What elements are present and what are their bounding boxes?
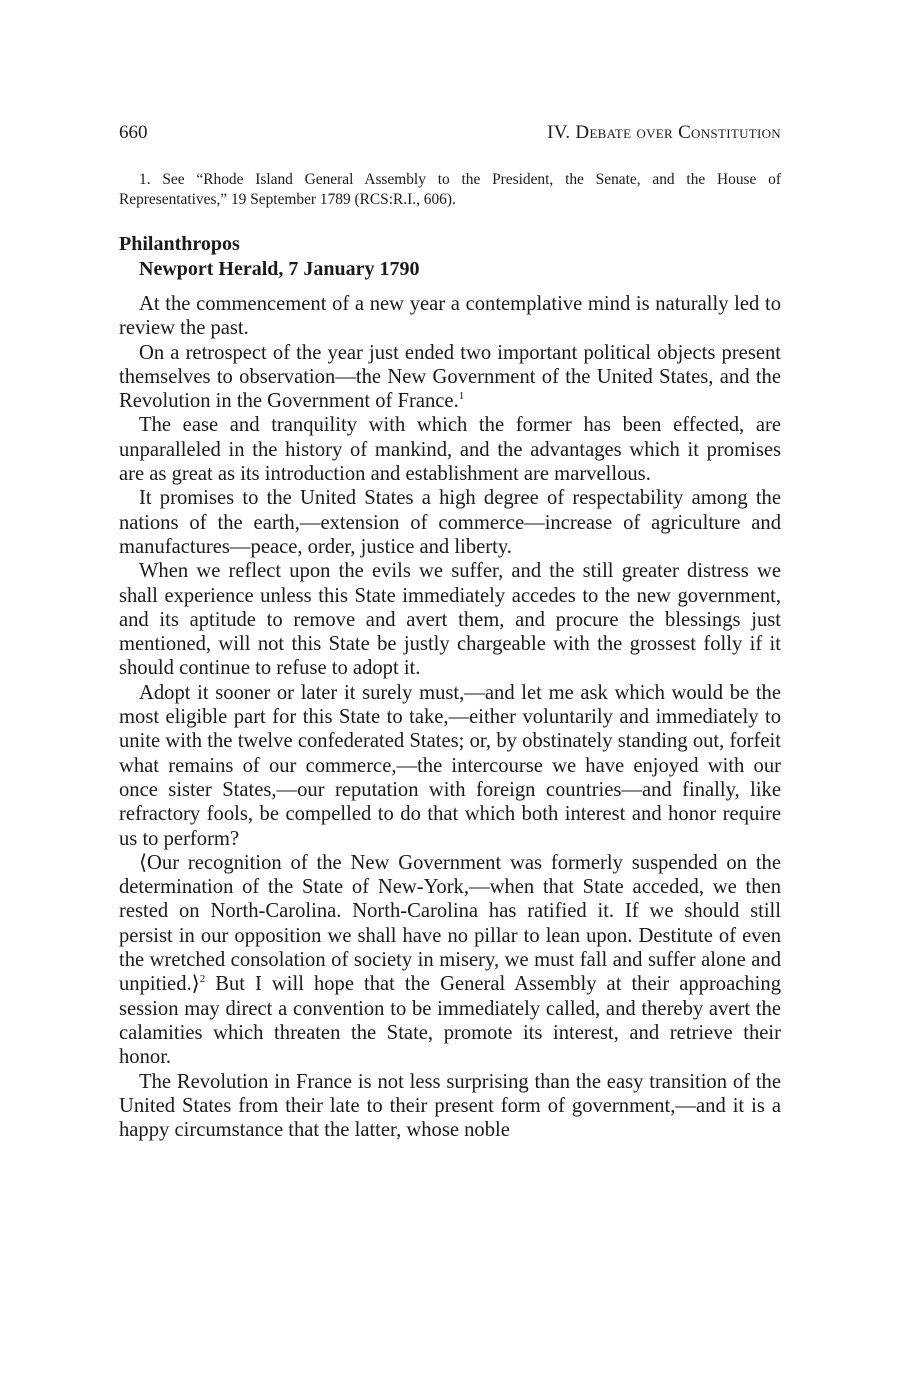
article-body [119, 292, 781, 1142]
article-heading [119, 232, 781, 282]
paragraph: On a retrospect of the year just ended two important political objects present themselves to observation—the New Government of the United States, and the Revolution in the Government of France.$^1$ [119, 341, 781, 413]
footnote-ref: 2 [199, 973, 206, 986]
running-header [119, 122, 781, 148]
article-source: Newport Herald, 7 January 1790 [139, 258, 420, 280]
paragraph: ⟨Our recognition of the New Government was formerly suspended on the determination of the State of New-York,—when that State acceded, we then rested on North-Carolina. North-Carolina has ratified it. If we should still persist in our opposition we shall have no pillar to lean upon. Destitute of even the wretched consolation of society in misery, we must fall and suffer alone and unpitied.⟩$^2$ But I will hope that the General Assembly at their approaching session may direct a convention to be immediately called, and thereby avert the calamities which threaten the State, promote its interest, and retrieve their honor. [119, 851, 781, 1069]
footnote: 1. See “Rhode Island General Assembly to the President, the Senate, and the House of Representatives,” 19 September 1789 (RCS:R.I., 606). [119, 171, 781, 208]
running-title: IV. Debate over Constitution [547, 122, 781, 143]
paragraph: It promises to the United States a high degree of respectability among the nations of the earth,—extension of commerce—increase of agriculture and manufactures—peace, order, justice and liberty. [119, 487, 781, 558]
paragraph: At the commencement of a new year a contemplative mind is naturally led to review the past. [119, 293, 781, 340]
footnote-ref: 1 [458, 390, 465, 403]
paragraph: The Revolution in France is not less surprising than the easy transition of the United States from their late to their present form of government,—and it is a happy circumstance that the latter, whose noble [119, 1070, 781, 1142]
paragraph: Adopt it sooner or later it surely must,—and let me ask which would be the most eligible part for this State to take,—either voluntarily and immediately to unite with the twelve confederated States; or, by obstinately standing out, forfeit what remains of our commerce,—the intercourse we have enjoyed with our once sister States,—our reputation with foreign countries—and finally, like refractory fools, be compelled to do that which both interest and honor require us to perform? [119, 681, 781, 850]
paragraph: When we reflect upon the evils we suffer, and the still greater distress we shall experience unless this State immediately accedes to the new government, and its aptitude to remove and avert them, and procure the blessings just mentioned, will not this State be justly chargeable with the grossest folly if it should continue to refuse to adopt it. [119, 560, 781, 680]
page-number: 660 [119, 122, 148, 143]
paragraph: The ease and tranquility with which the former has been effected, are unparalleled in the history of mankind, and the advantages which it promises are as great as its introduction and establishment are marvellous. [119, 414, 781, 486]
article-author: Philanthropos [119, 233, 240, 255]
document-page [119, 122, 781, 1142]
